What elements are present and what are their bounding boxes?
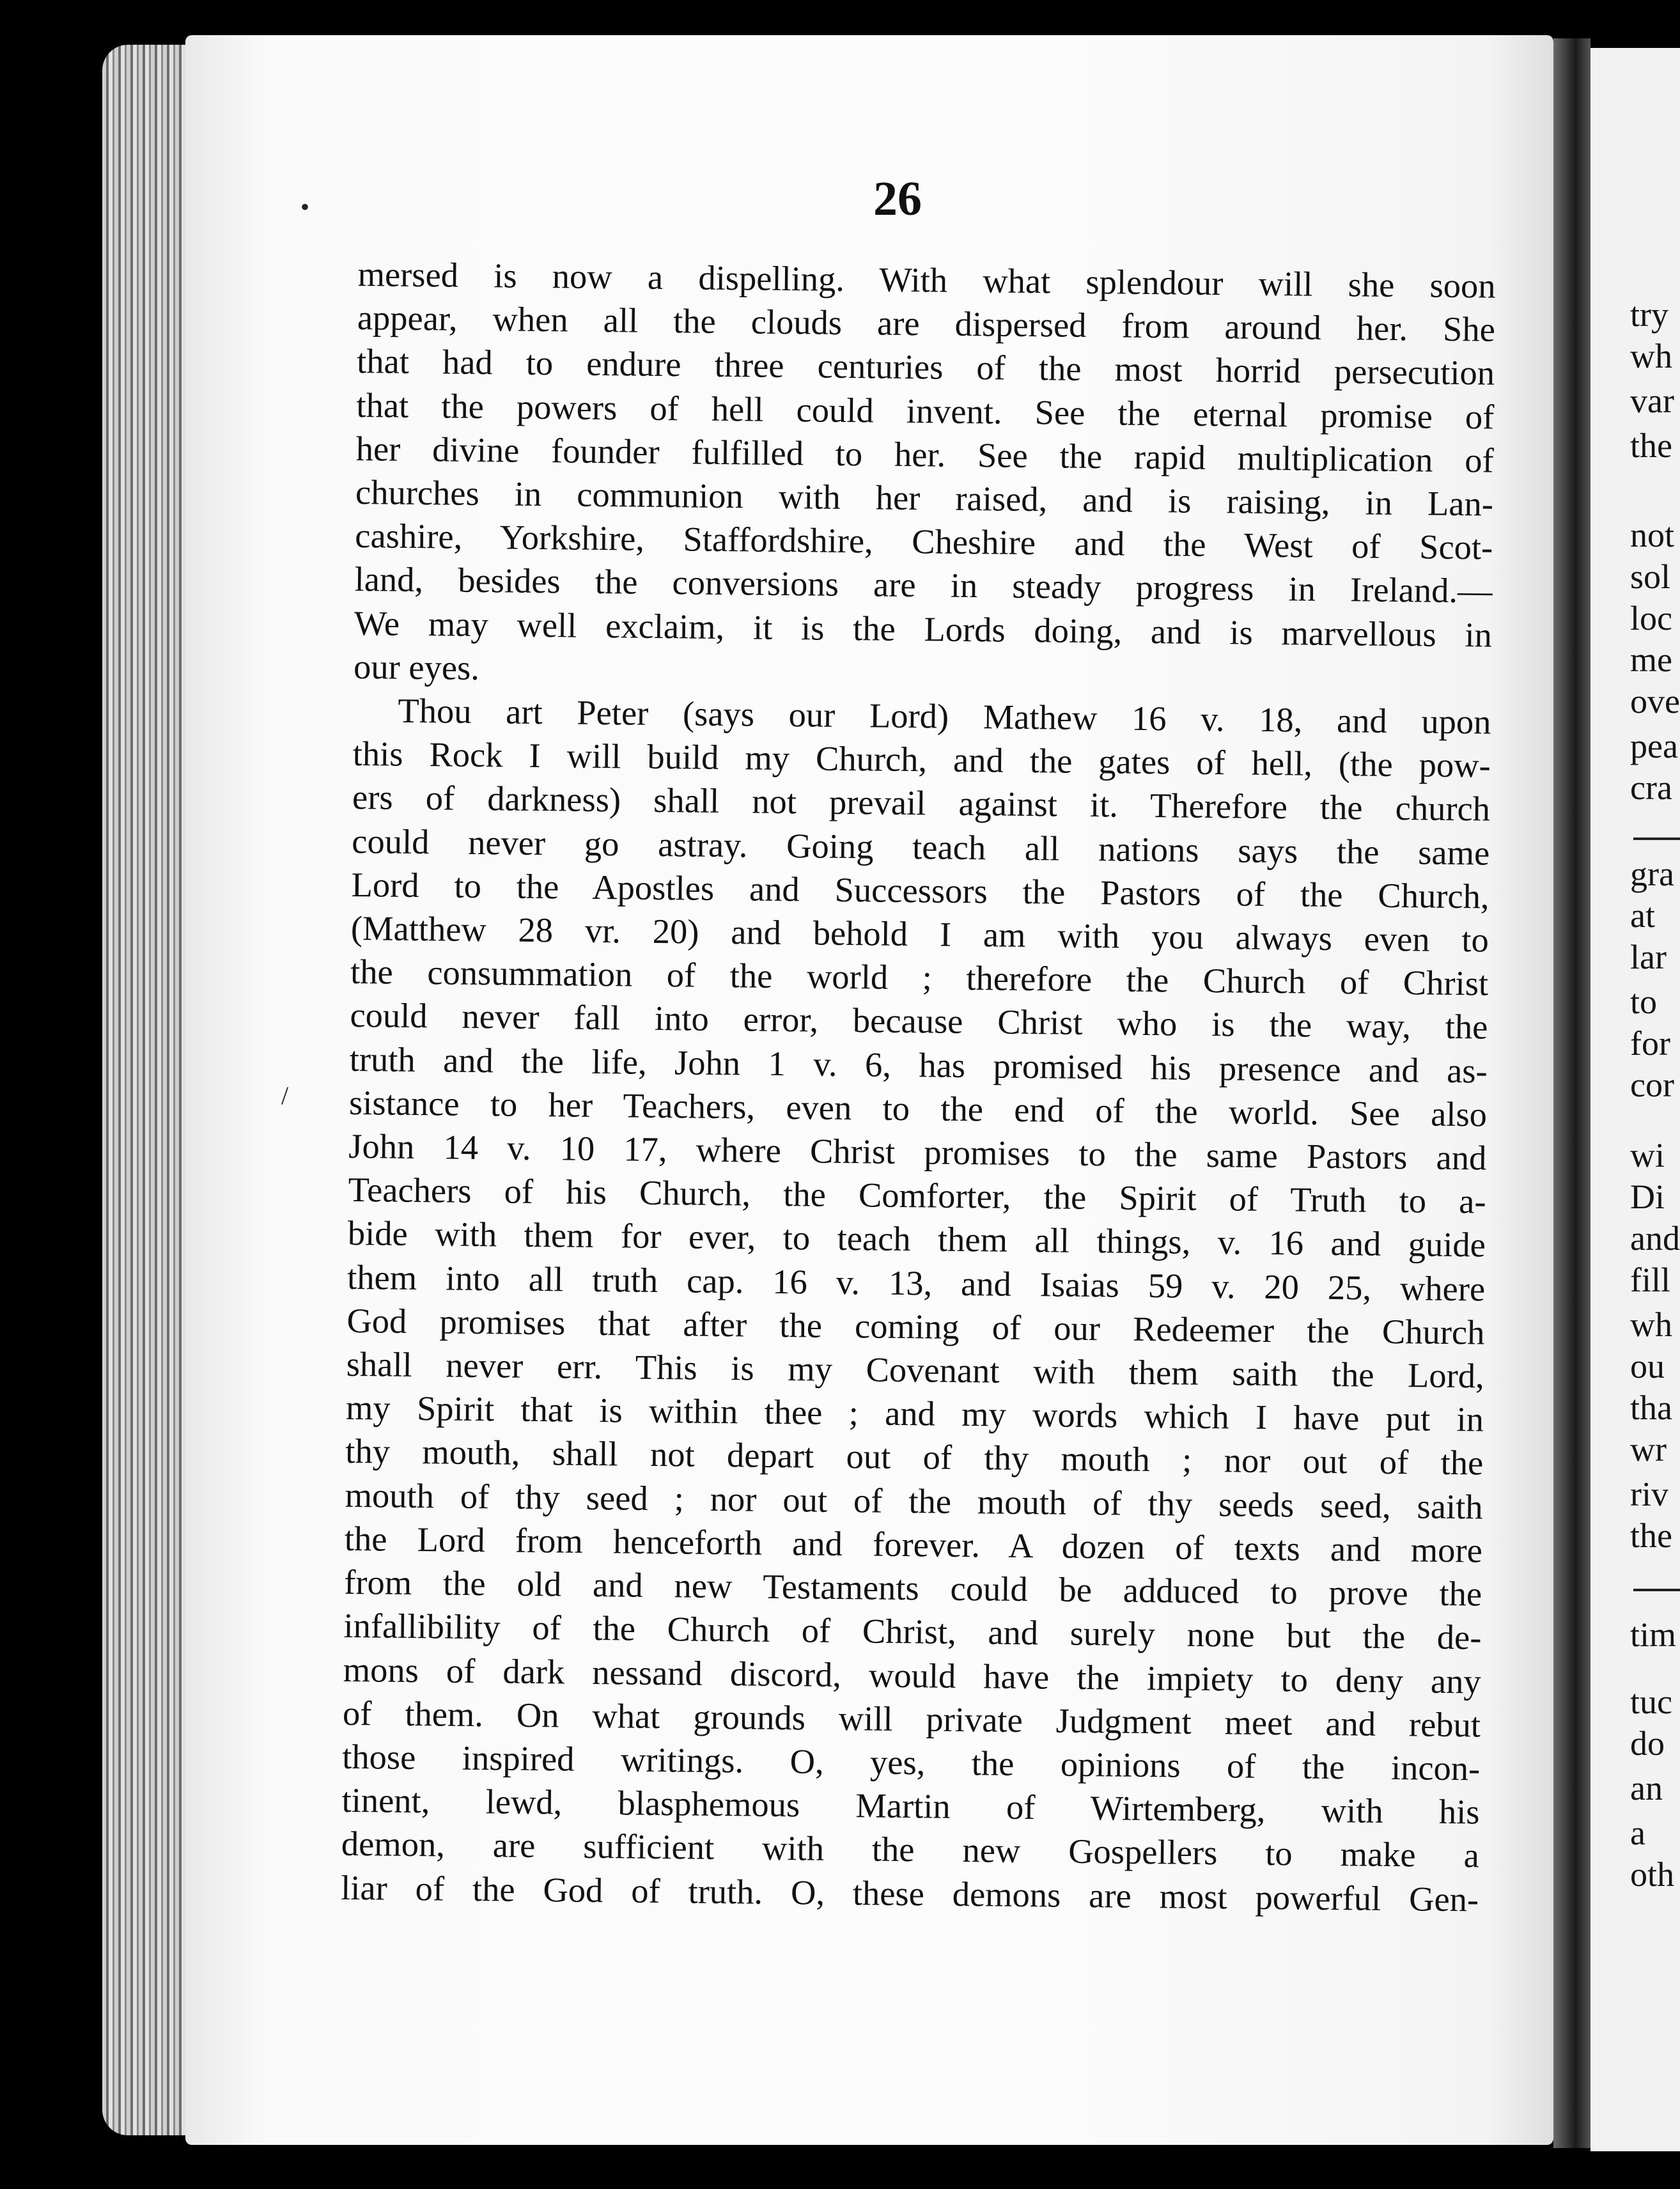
text-line: tinent, lewd, blasphemous Martin of Wirtemberg, with his	[341, 1780, 1480, 1832]
facing-page-fragment: the	[1630, 1516, 1672, 1555]
facing-page-fragment: ou	[1630, 1347, 1665, 1385]
text-line: John 14 v. 10 17, where Christ promises to the same Pastors and	[348, 1126, 1487, 1178]
facing-page-rule	[1633, 837, 1680, 840]
facing-page-fragment: oth	[1630, 1855, 1675, 1894]
text-line: my Spirit that is within thee ; and my words which I have put in	[345, 1388, 1484, 1439]
facing-page-fragment: var	[1630, 382, 1674, 420]
facing-page-fragment: cra	[1630, 768, 1672, 807]
facing-page-fragment: riv	[1630, 1475, 1668, 1513]
facing-page-fragment: loc	[1630, 599, 1672, 637]
book-gutter	[1553, 38, 1591, 2148]
facing-page-fragment: at	[1630, 896, 1655, 935]
text-line: her divine founder fulfilled to her. See the rapid multiplication of	[355, 428, 1495, 480]
text-line: appear, when all the clouds are dispersed from around her. She	[357, 298, 1496, 349]
text-line: our eyes.	[353, 646, 480, 687]
text-line: liar of the God of truth. O, these demons are most powerful Gen-	[340, 1867, 1479, 1919]
facing-page-fragment: a	[1630, 1814, 1645, 1852]
ink-speck: •	[300, 192, 310, 221]
facing-page-fragment: wr	[1630, 1430, 1667, 1468]
text-line: could never go astray. Going teach all nations says the same	[352, 821, 1490, 873]
facing-page-fragment: for	[1630, 1024, 1670, 1063]
text-line: land, besides the conversions are in steady progress in Ireland.—	[354, 559, 1493, 611]
text-line: those inspired writings. O, yes, the opinions of the incon-	[342, 1736, 1481, 1788]
text-line: We may well exclaim, it is the Lords doing, and is marvellous in	[354, 603, 1493, 655]
facing-page-fragment: tuc	[1630, 1683, 1672, 1721]
text-line: mersed is now a dispelling. With what splendour will she soon	[357, 254, 1496, 306]
facing-page-fragment: Di	[1630, 1178, 1665, 1216]
text-line: God promises that after the coming of our Redeemer the Church	[346, 1300, 1485, 1352]
facing-page-fragment: pea	[1630, 727, 1678, 765]
facing-page-fragment: sol	[1630, 557, 1671, 596]
facing-page-fragment: an	[1630, 1769, 1663, 1807]
text-line: truth and the life, John 1 v. 6, has promised his presence and as-	[349, 1039, 1488, 1091]
text-line: Thou art Peter (says our Lord) Mathew 16 v. 18, and upon	[398, 690, 1491, 742]
text-line: mouth of thy seed ; nor out of the mouth of thy seeds seed, saith	[345, 1475, 1483, 1527]
text-line: that the powers of hell could invent. See the eternal promise of	[356, 385, 1495, 437]
text-line: (Matthew 28 vr. 20) and behold I am with you always even to	[350, 908, 1489, 960]
facing-page-fragment: to	[1630, 983, 1658, 1021]
text-line: Teachers of his Church, the Comforter, the Spirit of Truth to a-	[348, 1170, 1486, 1221]
facing-page-fragment: the	[1630, 426, 1672, 465]
text-line: Lord to the Apostles and Successors the Pastors of the Church,	[351, 864, 1489, 916]
facing-page-fragment: lar	[1630, 938, 1667, 976]
text-line: demon, are sufficient with the new Gospellers to make a	[341, 1824, 1480, 1875]
page-number: 26	[873, 172, 922, 226]
ink-speck: /	[281, 1081, 289, 1110]
text-line: this Rock I will build my Church, and the gates of hell, (the pow-	[352, 734, 1491, 785]
text-line: that had to endure three centuries of the most horrid persecution	[356, 341, 1495, 393]
text-line: sistance to her Teachers, even to the end of the world. See also	[348, 1082, 1488, 1134]
text-line: infallibility of the Church of Christ, and surely none but the de-	[343, 1606, 1482, 1657]
text-line: churches in communion with her raised, and is raising, in Lan-	[355, 472, 1494, 524]
facing-page-fragment: not	[1630, 516, 1675, 554]
facing-page-fragment: do	[1630, 1724, 1665, 1763]
facing-page-fragment: me	[1630, 641, 1672, 679]
text-line: shall never err. This is my Covenant with them saith the Lord,	[346, 1344, 1485, 1396]
text-line: from the old and new Testaments could be adduced to prove the	[343, 1562, 1482, 1614]
facing-page-fragment: wi	[1630, 1136, 1665, 1174]
facing-page-fragment: gra	[1630, 855, 1674, 893]
facing-page-fragment: cor	[1630, 1066, 1674, 1104]
facing-page-fragment: and	[1630, 1219, 1680, 1258]
facing-page-fragment: wh	[1630, 1305, 1672, 1344]
text-line: cashire, Yorkshire, Staffordshire, Cheshire and the West of Scot-	[355, 516, 1493, 567]
facing-page-fragment: fill	[1630, 1261, 1670, 1299]
text-line: the consummation of the world ; therefore the Church of Christ	[350, 952, 1489, 1003]
text-line: mons of dark nessand discord, would have the impiety to deny any	[343, 1649, 1482, 1701]
facing-page-fragment: wh	[1630, 337, 1672, 375]
facing-page-rule	[1633, 1589, 1680, 1591]
text-line: ers of darkness) shall not prevail against it. Therefore the church	[352, 777, 1491, 829]
facing-page-fragment: try	[1630, 295, 1668, 334]
text-line: thy mouth, shall not depart out of thy mouth ; nor out of the	[345, 1431, 1484, 1483]
facing-page-fragment: ove	[1630, 682, 1680, 721]
facing-page-fragment: tha	[1630, 1389, 1672, 1427]
text-line: could never fall into error, because Christ who is the way, the	[350, 995, 1488, 1047]
text-line: the Lord from henceforth and forever. A dozen of texts and more	[344, 1518, 1483, 1570]
text-line: them into all truth cap. 16 v. 13, and Isaias 59 v. 20 25, where	[346, 1257, 1486, 1309]
page-edges	[102, 45, 198, 2135]
facing-page-fragment: tim	[1630, 1616, 1677, 1654]
body-text	[341, 253, 1496, 1921]
text-line: of them. On what grounds will private Judgment meet and rebut	[342, 1693, 1481, 1745]
text-line: bide with them for ever, to teach them all things, v. 16 and guide	[347, 1213, 1486, 1265]
